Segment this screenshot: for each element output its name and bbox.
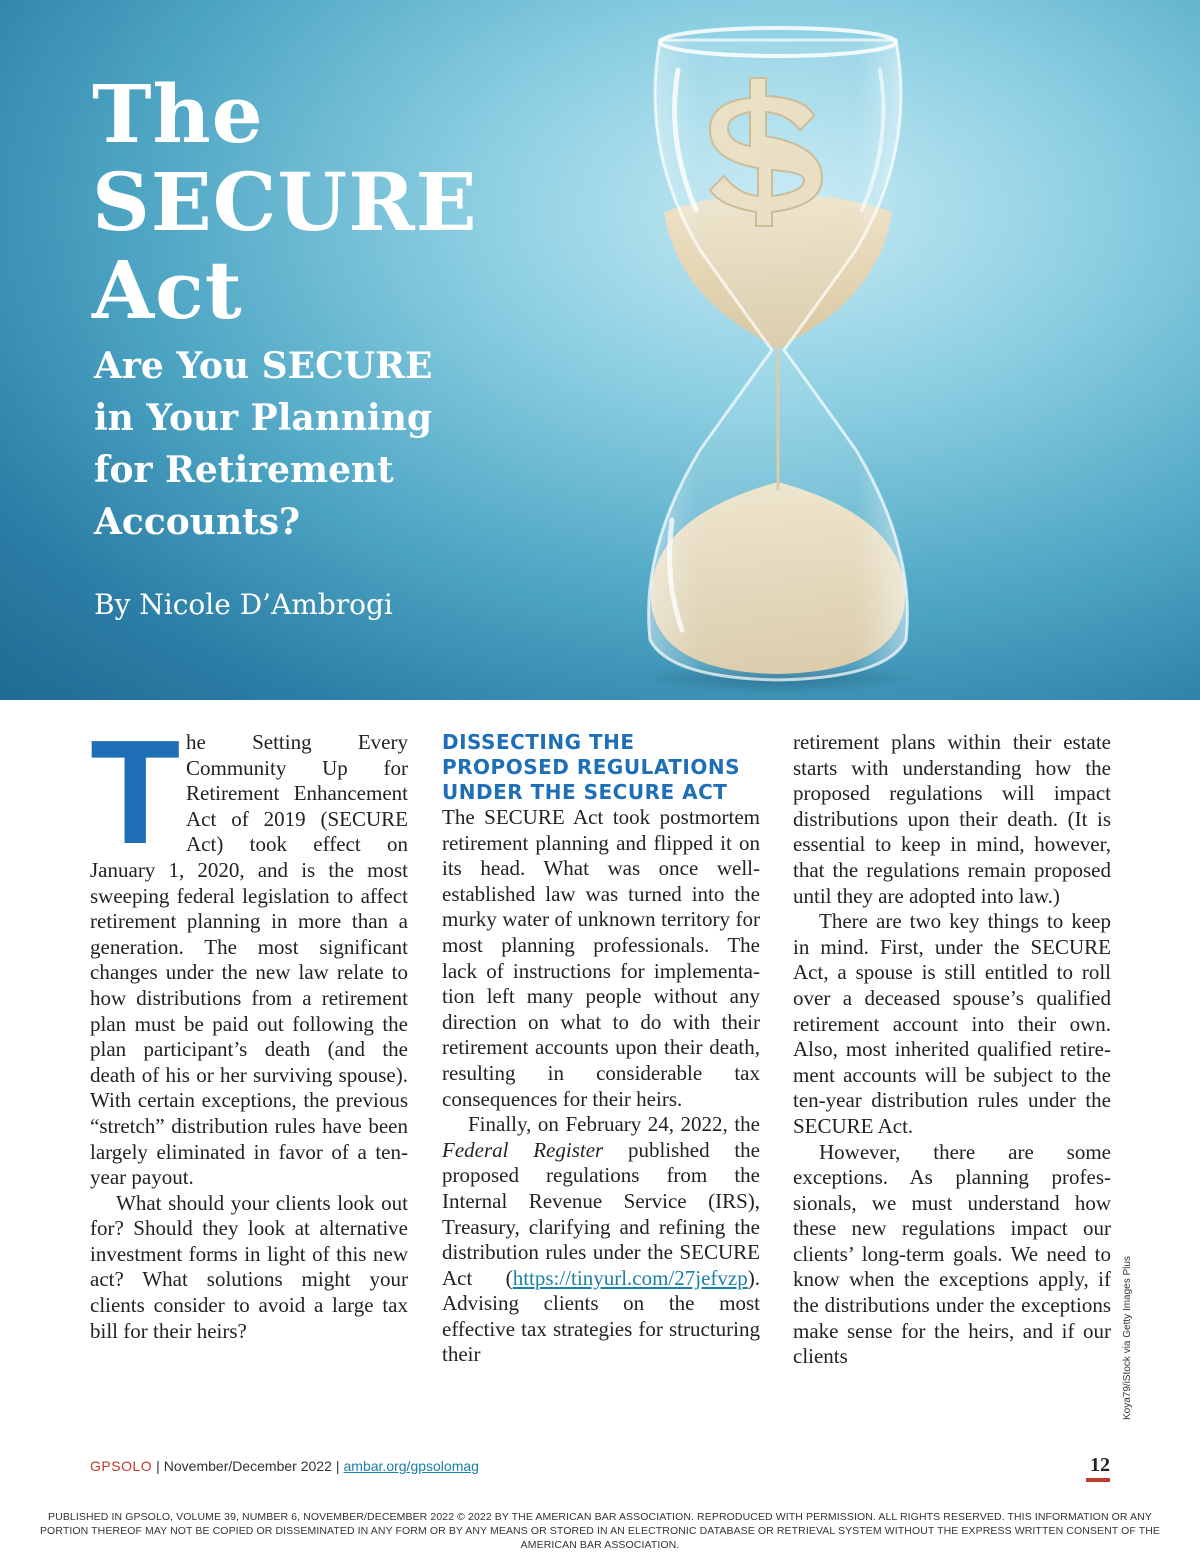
section-heading: DISSECTING THE PROPOSED REGULATIONS UNDER THE SECURE ACT [442,730,740,804]
legal-notice: PUBLISHED IN GPSOLO, VOLUME 39, NUMBER 6, NOVEMBER/DECEMBER 2022 © 2022 BY THE AMERICAN BAR ASSOCIATION. REPRODUCED WITH PERMISSION. ALL RIGHTS RESERVED. THIS INFORMATION OR ANY PORTION THEREOF MAY NOT BE COPIED OR DISSEMINATED IN ANY FORM OR BY ANY MEANS OR STORED IN AN ELECTRONIC DATABASE OR RETRIEVAL SYSTEM WITHOUT THE EXPRESS WRITTEN CONSENT OF THE AMERICAN BAR ASSOCIATION. [39,1511,1161,1551]
article-column-1 [90,710,408,1344]
drop-cap: T [90,710,181,875]
paragraph: However, there are some exceptions. As planning professionals, we must understand how these new regulations impact our clients’ long-term goals. We need to know when the exceptions apply, if the distributions under the exceptions make sense for the heirs, and if our clients [793,1139,1111,1369]
article-subtitle [94,340,474,548]
paragraph-text: Finally, on February 24, 2022, the [468,1112,760,1137]
article-column-3 [793,730,1111,1370]
photo-credit: Koya79/iStock via Getty Images Plus [1122,1256,1133,1420]
hourglass-dollar-icon [600,0,980,700]
paragraph-text: ). Advising clients on the most effective tax strategies for structuring their [442,1265,760,1367]
issue-date: November/December 2022 [163,1458,332,1474]
separator: | [156,1458,160,1474]
magazine-brand: GPSOLO [90,1458,153,1474]
subtitle-line-2: in Your Planning [94,397,433,439]
article-column-2 [442,730,760,1368]
magazine-link[interactable]: ambar.org/gpsolomag [343,1458,479,1474]
paragraph: There are two key things to keep in mind. First, under the SECURE Act, a spouse is still entitled to roll over a deceased spouse’s qualified retirement account into their own. Also, most inherited qualified retirement accounts will be subject to the ten-year distribution rules under the SECURE Act. [793,909,1111,1138]
subtitle-line-4: Accounts? [94,501,301,543]
paragraph: What should your clients look out for? Should they look at alternative investment forms in light of this new act? What solutions might your clients consider to avoid a large tax bill for their heirs? [90,1190,408,1343]
subtitle-line-1: Are You SECURE [94,345,433,387]
byline: By Nicole D’Ambrogi [94,588,393,621]
subtitle-line-3: for Retirement [94,449,394,491]
publication-name: Federal Register [442,1137,604,1162]
paragraph: The SECURE Act took postmortem retirement planning and flipped it on its head. What was once well-established law was turned into the murky water of unknown territory for most planning professionals. The lack of instructions for implementation left many people without any direction on what to do with their retirement accounts upon their death, resulting in considerable tax consequences for their heirs. [442,805,760,1111]
intro-text: he Setting Every Community Up for Retirement Enhancement Act of 2019 (SECURE Act) took effect on January 1, 2020, and is the most sweeping federal legislation to affect retirement planning in more than a generation. The most significant changes under the new law relate to how distributions from a retirement plan must be paid out following the plan participant’s death (and the death of his or her surviving spouse). With certain exceptions, the previous “stretch” distribution rules have been largely eliminated in favor of a ten-year payout. [90,730,408,1190]
title-line-3: Act [92,243,243,337]
source-link[interactable]: https://tinyurl.com/27jefvzp [512,1265,748,1290]
paragraph-text: published the proposed regulations from the Internal Revenue Service (IRS), Treasury, clarifying and refining the distribution rules under the SECURE Act ( [442,1137,760,1290]
title-line-2: SECURE [92,155,478,249]
page-number-underline [1086,1478,1110,1482]
hero-banner [0,0,1200,700]
article-title [92,67,478,337]
paragraph [442,1112,760,1368]
page-number: 12 [1090,1454,1110,1476]
paragraph: retirement plans within their estate starts with understanding how the proposed regulations will impact distributions upon their death. (It is essential to keep in mind, however, that the regulations remain proposed until they are adopted into law.) [793,730,1111,908]
page-footer [90,1454,1110,1482]
title-line-1: The [92,67,264,161]
separator: | [335,1458,340,1474]
intro-paragraph [90,710,408,1191]
